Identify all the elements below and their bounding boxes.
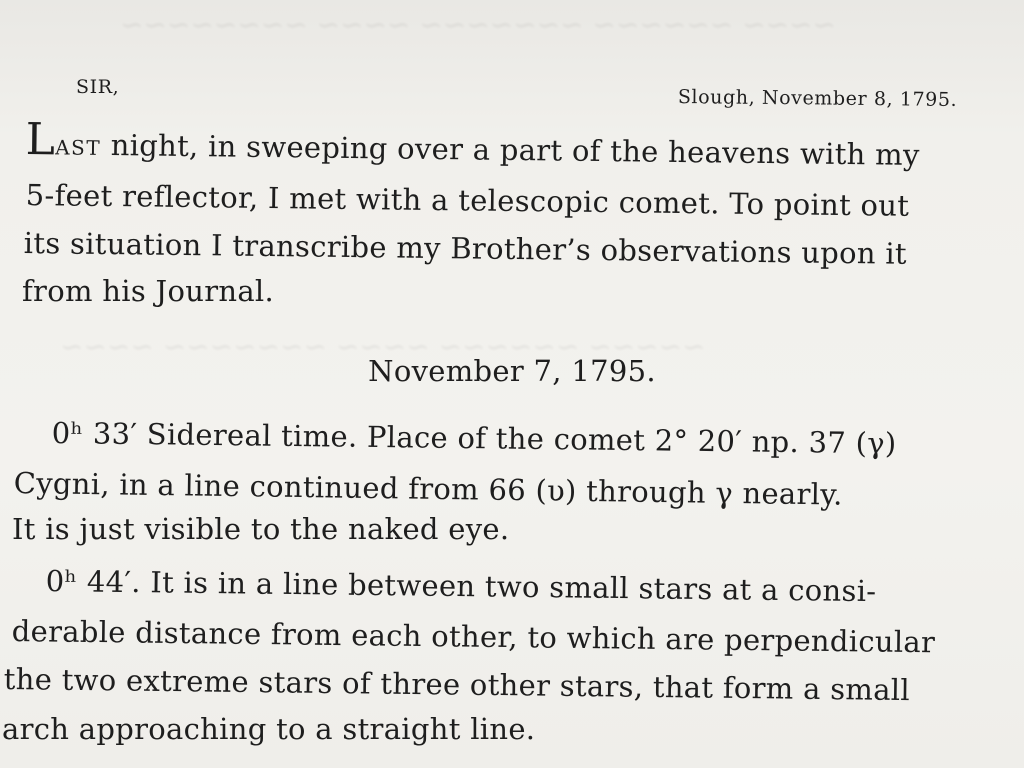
opening-text: night, in sweeping over a part of the heavens with my	[100, 127, 920, 172]
entry-heading: November 7, 1795.	[368, 354, 656, 388]
entry1-line: 0ʰ 33′ Sidereal time. Place of the comet 2° 20′ np. 37 (γ)	[51, 416, 897, 461]
dateline: Slough, November 8, 1795.	[677, 86, 958, 111]
drop-cap: L	[25, 114, 56, 166]
entry2-line: the two extreme stars of three other stars, that form a small	[3, 662, 911, 708]
salutation: SIR,	[76, 76, 120, 98]
opening-line	[25, 114, 920, 173]
entry2-line: derable distance from each other, to which are perpendicular	[11, 614, 936, 660]
opening-small-caps: ast	[55, 127, 102, 162]
body-line: 5-feet reflector, I met with a telescopic comet. To point out	[25, 178, 910, 223]
show-through-texture: ~~~~~ ~~~~~~ ~~~~ ~~~~~~~ ~~~~	[60, 330, 706, 363]
entry1-line: Cygni, in a line continued from 66 (υ) through γ nearly.	[13, 466, 843, 512]
entry1-line: It is just visible to the naked eye.	[12, 512, 510, 546]
show-through-texture: ~~~~ ~~~~~~ ~~~~~~~ ~~~~ ~~~~~~~~	[120, 8, 836, 41]
entry2-line: 0ʰ 44′. It is in a line between two small stars at a consi-	[45, 564, 877, 609]
body-line: from his Journal.	[22, 274, 275, 308]
entry2-line: arch approaching to a straight line.	[2, 712, 536, 746]
body-line: its situation I transcribe my Brother’s observations upon it	[23, 226, 908, 271]
